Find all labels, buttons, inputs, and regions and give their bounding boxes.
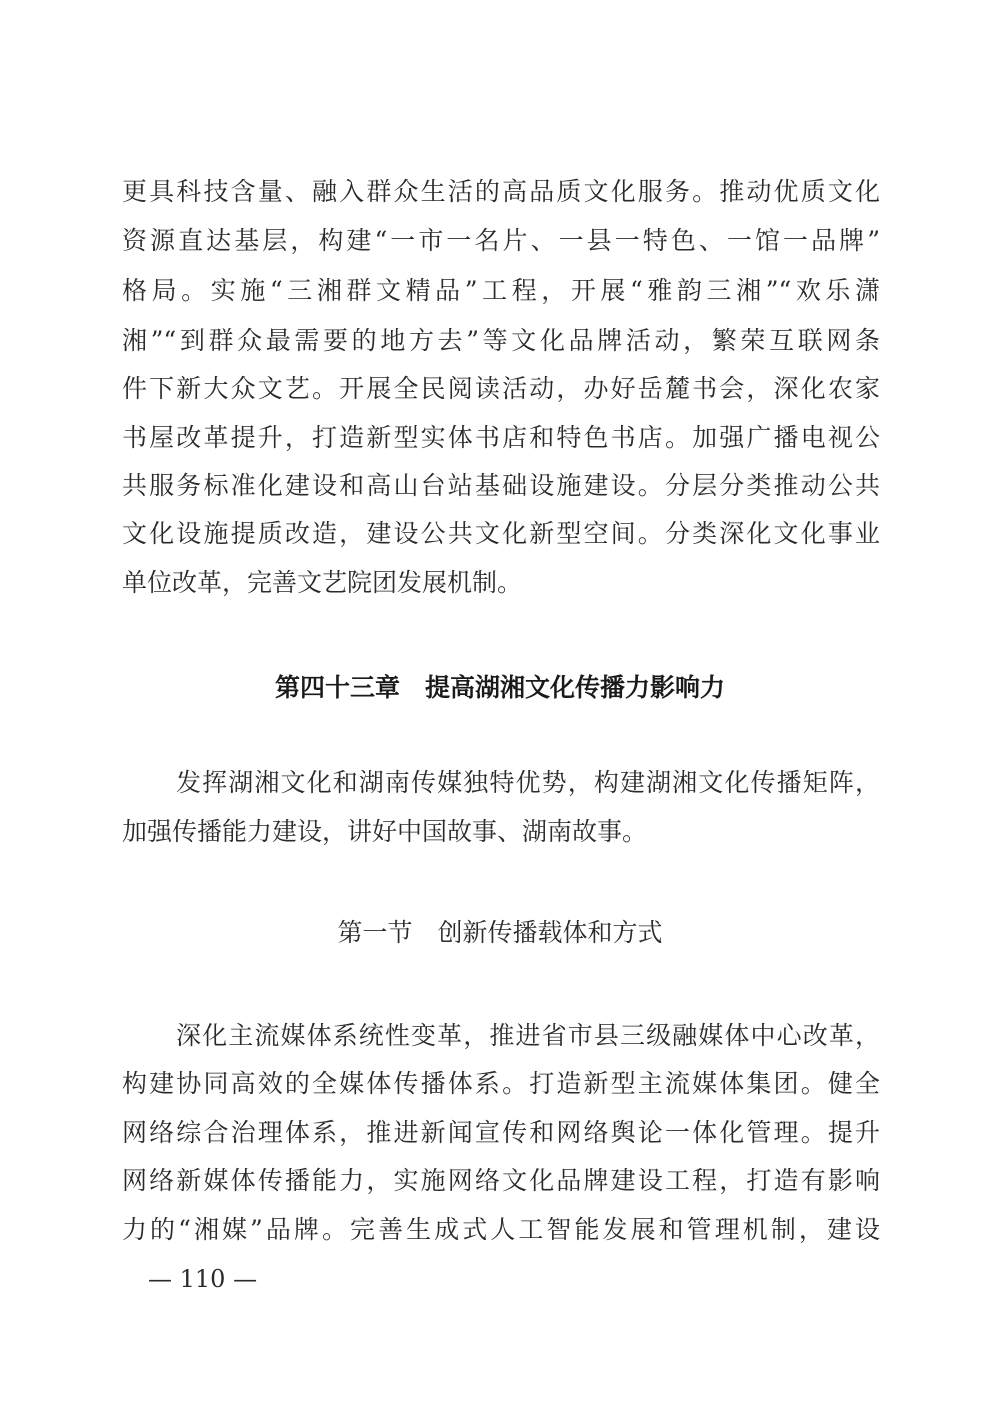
text-line: 湘”“到群众最需要的地方去”等文化品牌活动，繁荣互联网条 [122, 326, 880, 355]
text-line: 更具科技含量、融入群众生活的高品质文化服务。推动优质文化 [122, 177, 880, 206]
section-title: 第一节 创新传播载体和方式 [337, 918, 663, 947]
text-line: 单位改革，完善文艺院团发展机制。 [122, 568, 523, 597]
text-line: 件下新大众文艺。开展全民阅读活动，办好岳麓书会，深化农家 [122, 374, 880, 403]
text-line: 共服务标准化建设和高山台站基础设施建设。分层分类推动公共 [122, 471, 880, 500]
page-number: — 110 — [148, 1265, 258, 1293]
text-line: 网络新媒体传播能力，实施网络文化品牌建设工程，打造有影响 [122, 1166, 880, 1195]
text-line: 深化主流媒体系统性变革，推进省市县三级融媒体中心改革， [176, 1021, 880, 1050]
text-line: 书屋改革提升，打造新型实体书店和特色书店。加强广播电视公 [122, 423, 880, 452]
text-line: 加强传播能力建设，讲好中国故事、湖南故事。 [122, 817, 648, 846]
text-line: 发挥湖湘文化和湖南传媒独特优势，构建湖湘文化传播矩阵， [176, 768, 880, 797]
text-line: 格局。实施“三湘群文精品”工程，开展“雅韵三湘”“欢乐潇 [122, 276, 880, 305]
text-line: 文化设施提质改造，建设公共文化新型空间。分类深化文化事业 [122, 519, 880, 548]
text-line: 网络综合治理体系，推进新闻宣传和网络舆论一体化管理。提升 [122, 1118, 880, 1147]
text-line: 力的“湘媒”品牌。完善生成式人工智能发展和管理机制，建设 [122, 1215, 880, 1244]
text-line: 构建协同高效的全媒体传播体系。打造新型主流媒体集团。健全 [122, 1069, 880, 1098]
text-line: 资源直达基层，构建“一市一名片、一县一特色、一馆一品牌” [122, 226, 880, 255]
chapter-title: 第四十三章 提高湖湘文化传播力影响力 [274, 673, 725, 702]
